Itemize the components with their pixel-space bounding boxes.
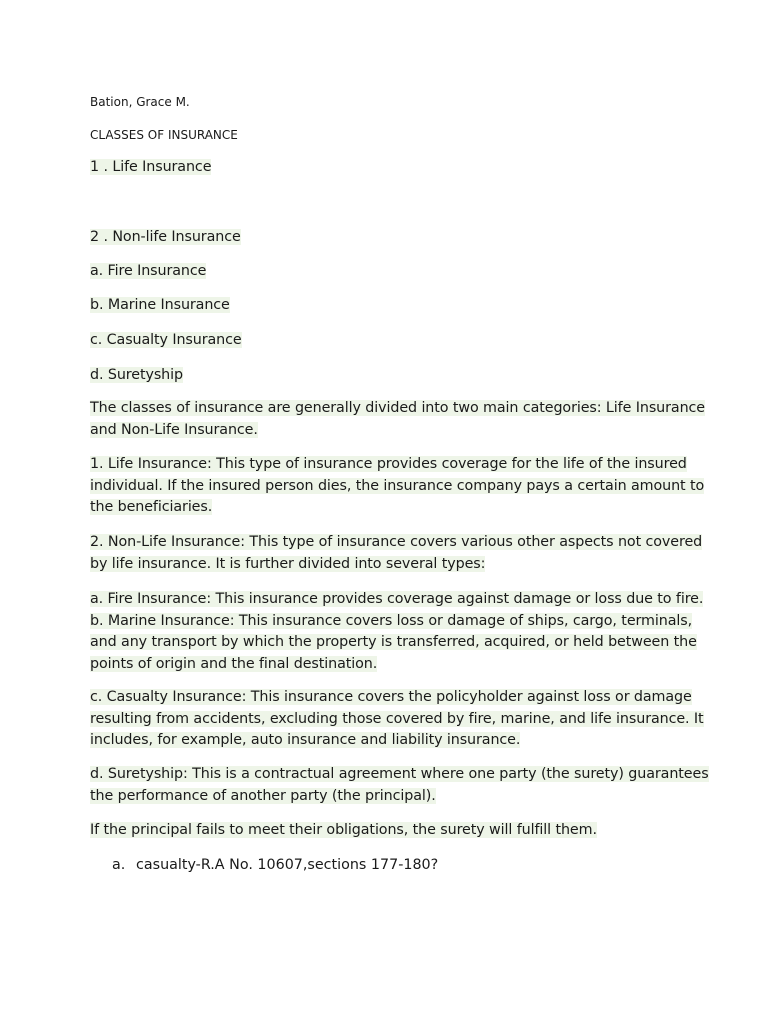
paragraph-line: the performance of another party (the principal). — [90, 787, 436, 804]
paragraph-life-insurance — [90, 454, 705, 519]
paragraph-line: d. Suretyship: This is a contractual agreement where one party (the surety) guarantees — [90, 766, 709, 782]
outline-item-nonlife: 2 . Non-life Insurance — [90, 229, 241, 245]
list-marker: a. — [112, 857, 126, 873]
paragraph-line: and any transport by which the property is transferred, acquired, or held between the — [90, 634, 697, 651]
paragraph-line: includes, for example, auto insurance and liability insurance. — [90, 732, 521, 749]
outline-sub-suretyship: d. Suretyship — [90, 367, 183, 383]
outline-sub-casualty: c. Casualty Insurance — [90, 332, 242, 348]
paragraph-fire-marine — [90, 589, 704, 675]
paragraph-line: points of origin and the final destination. — [90, 655, 378, 672]
author-name: Bation, Grace M. — [90, 95, 190, 109]
outline-sub-fire: a. Fire Insurance — [90, 263, 207, 279]
paragraph-line: c. Casualty Insurance: This insurance covers the policyholder against loss or damage — [90, 689, 692, 705]
paragraph-line: b. Marine Insurance: This insurance covers loss or damage of ships, cargo, terminals, — [90, 612, 693, 629]
paragraph-nonlife-insurance — [90, 532, 703, 575]
paragraph-line: and Non-Life Insurance. — [90, 421, 258, 438]
paragraph-line: If the principal fails to meet their obligations, the surety will fulfill them. — [90, 822, 597, 838]
paragraph-line: 2. Non-Life Insurance: This type of insurance covers various other aspects not covered — [90, 534, 703, 550]
outline-item-life: 1 . Life Insurance — [90, 159, 212, 175]
paragraph-suretyship — [90, 764, 709, 807]
paragraph-line: the beneficiaries. — [90, 499, 213, 516]
paragraph-line: individual. If the insured person dies, the insurance company pays a certain amount to — [90, 477, 705, 494]
paragraph-line: by life insurance. It is further divided into several types: — [90, 555, 486, 572]
paragraph-principal — [90, 820, 690, 842]
document-heading: CLASSES OF INSURANCE — [90, 128, 238, 142]
paragraph-line: The classes of insurance are generally divided into two main categories: Life Insurance — [90, 400, 705, 416]
paragraph-intro — [90, 398, 705, 441]
paragraph-line: resulting from accidents, excluding those covered by fire, marine, and life insurance. It — [90, 710, 704, 727]
paragraph-casualty — [90, 687, 704, 752]
final-list-item — [112, 855, 438, 877]
paragraph-line: a. Fire Insurance: This insurance provides coverage against damage or loss due to fire. — [90, 591, 704, 607]
paragraph-line: 1. Life Insurance: This type of insurance provides coverage for the life of the insured — [90, 456, 687, 472]
outline-sub-marine: b. Marine Insurance — [90, 297, 230, 313]
list-item-text: casualty-R.A No. 10607,sections 177-180? — [136, 857, 439, 873]
